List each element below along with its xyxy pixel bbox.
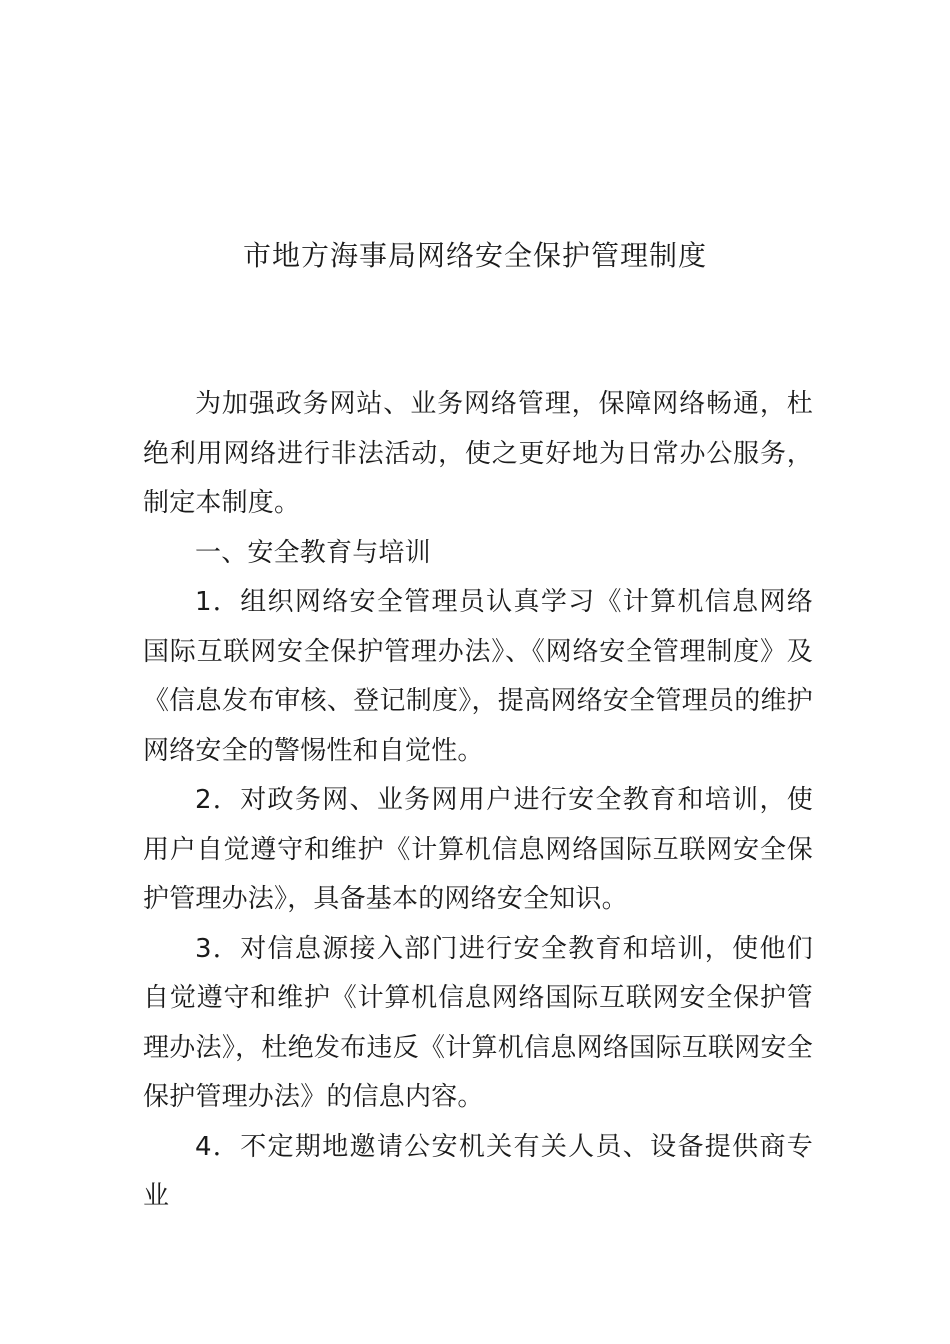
- list-item: 3．对信息源接入部门进行安全教育和培训，使他们自觉遵守和维护《计算机信息网络国际互联网安全保护管理办法》，杜绝发布违反《计算机信息网络国际互联网安全保护管理办法》的信息内容。: [143, 933, 813, 1112]
- document-body: [143, 380, 813, 1222]
- list-item: 1．组织网络安全管理员认真学习《计算机信息网络国际互联网安全保护管理办法》、《网络安全管理制度》及《信息发布审核、登记制度》，提高网络安全管理员的维护网络安全的警惕性和自觉性。: [143, 587, 813, 766]
- intro-paragraph: 为加强政务网站、业务网络管理，保障网络畅通，杜绝利用网络进行非法活动，使之更好地为日常办公服务，制定本制度。: [143, 389, 813, 518]
- list-item: 4．不定期地邀请公安机关有关人员、设备提供商专业: [143, 1131, 813, 1211]
- section-heading: 一、安全教育与培训: [195, 537, 431, 568]
- document-title: 市地方海事局网络安全保护管理制度: [242, 239, 707, 272]
- list-item: 2．对政务网、业务网用户进行安全教育和培训，使用户自觉遵守和维护《计算机信息网络国际互联网安全保护管理办法》，具备基本的网络安全知识。: [143, 785, 813, 914]
